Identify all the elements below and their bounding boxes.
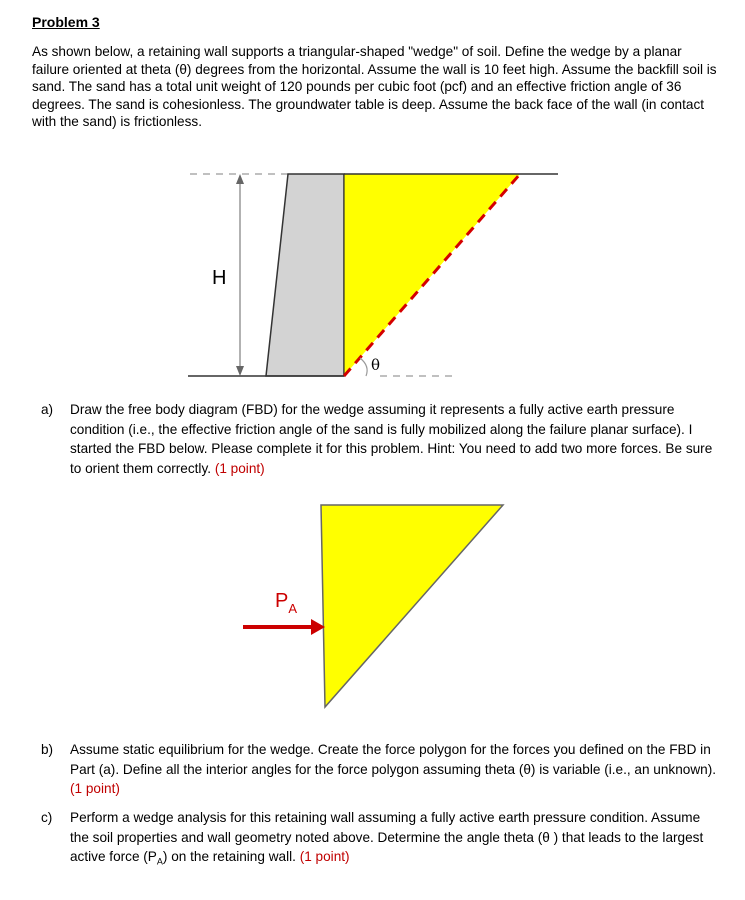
question-a xyxy=(41,400,721,478)
question-a-points: (1 point) xyxy=(214,460,265,476)
fbd-diagram xyxy=(225,495,525,715)
question-c-label: c) xyxy=(41,810,53,825)
question-c xyxy=(41,808,721,872)
fbd-wedge xyxy=(321,505,503,707)
height-label: H xyxy=(212,267,227,289)
pa-label: $P_A$ xyxy=(275,590,298,616)
question-b xyxy=(41,740,721,799)
question-b-label: b) xyxy=(41,742,54,757)
retaining-wall xyxy=(266,174,344,376)
theta-arc xyxy=(360,358,367,376)
height-arrow-bottom xyxy=(236,366,244,376)
question-c-subscript: A xyxy=(156,856,163,867)
theta-label: θ xyxy=(371,356,381,374)
question-b-points: (1 point) xyxy=(70,781,120,796)
question-c-text: Perform a wedge analysis for this retaining wall assuming a fully active earth pressure condition. Assume the soil properties and wall geometry noted above. Determine the angle theta (θ ) that leads to the largest active force (P xyxy=(70,810,704,864)
question-b-text: Assume static equilibrium for the wedge. Create the force polygon for the forces you defined on the FBD in Part (a). Define all the interior angles for the force polygon assuming theta (θ) is variable (i.e., an unknown). xyxy=(70,742,717,777)
question-c-text-end: ) on the retaining wall. xyxy=(162,849,296,864)
retaining-wall-diagram xyxy=(180,160,560,390)
problem-title: Problem 3 xyxy=(32,14,100,30)
problem-intro: As shown below, a retaining wall supports a triangular-shaped "wedge" of soil. Define the wedge by a planar failure oriented at theta (θ) degrees from the horizontal. Assume the wall is 10 feet high. Assume the backfill soil is sand. The sand has a total unit weight of 120 pounds per cubic foot (pcf) and an effective friction angle of 36 degrees. The sand is cohesionless. The groundwater table is deep. Assume the back face of the wall (in contact with the sand) is frictionless. xyxy=(32,44,717,129)
question-a-label: a) xyxy=(41,402,54,417)
height-arrow-top xyxy=(236,174,244,184)
question-a-text: Draw the free body diagram (FBD) for the wedge assuming it represents a fully active earth pressure condition (i.e., the effective friction angle of the sand is fully mobilized along the failure planar surface). I started the FBD below. Please complete it for this problem. Hint: You need to add two more forces. Be sure to orient them correctly. xyxy=(70,402,713,476)
question-c-points: (1 point) xyxy=(299,849,350,864)
